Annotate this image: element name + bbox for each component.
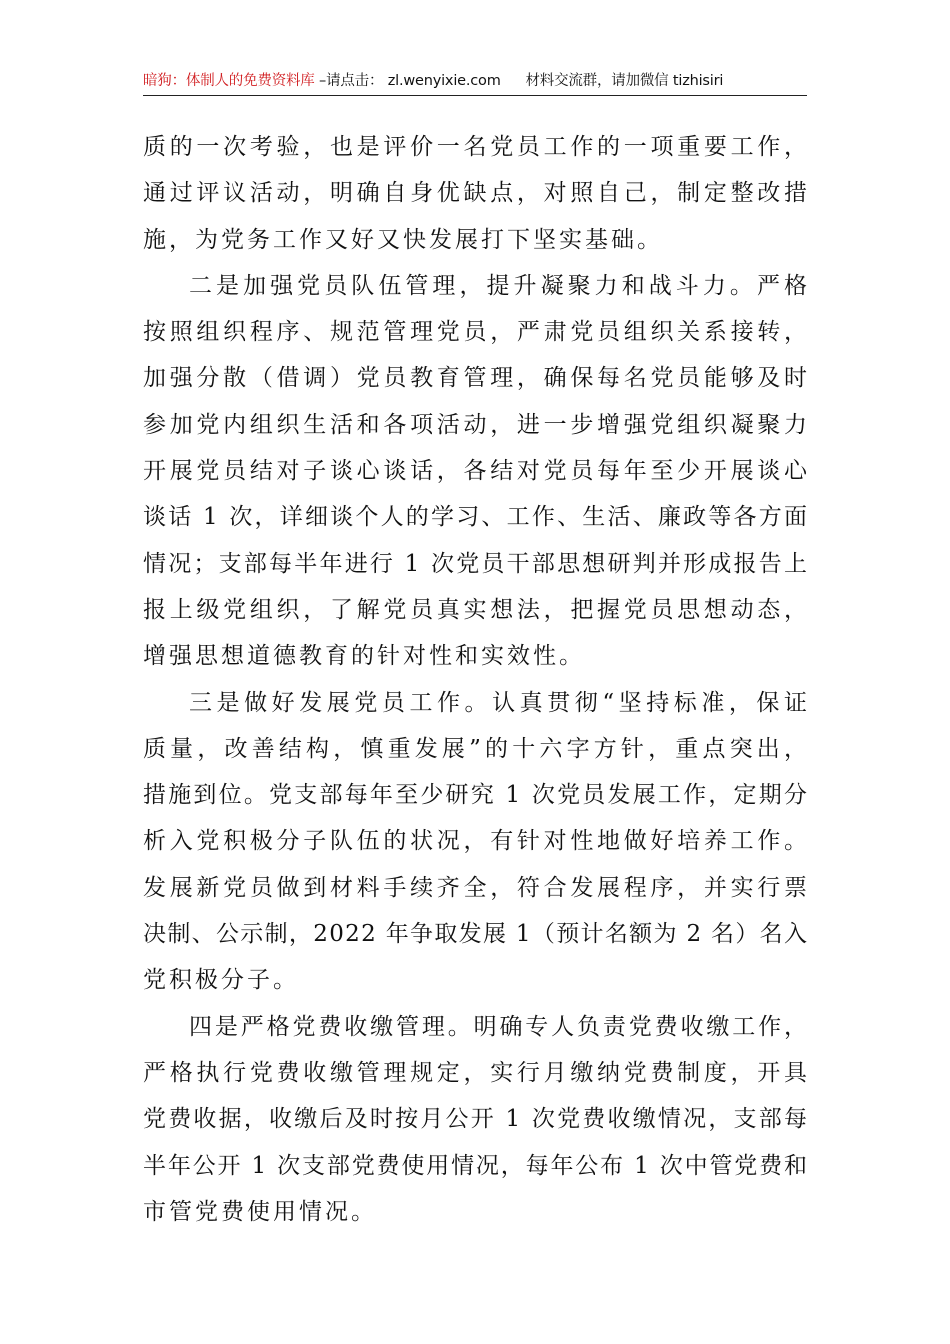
text-line <box>143 818 811 864</box>
line-text: 质的一次考验，也是评价一名党员工作的一项重要工作， <box>143 134 811 160</box>
text-line <box>143 865 811 911</box>
header-url-link[interactable]: zl.wenyixie.com <box>387 73 501 89</box>
line-text: 二是加强党员队伍管理，提升凝聚力和战斗力。严格 <box>189 272 812 299</box>
text-line <box>143 1189 807 1235</box>
line-text: 质量，改善结构，慎重发展”的十六字方针，重点突出， <box>143 735 812 762</box>
line-text: 增强思想道德教育的针对性和实效性。 <box>143 643 585 670</box>
header-divider <box>143 95 807 96</box>
line-text: 党费收据，收缴后及时按月公开 1 次党费收缴情况，支部每 <box>143 1106 810 1133</box>
text-line <box>143 633 807 679</box>
text-line <box>143 726 812 772</box>
line-text: 发展新党员做到材料手续齐全，符合发展程序，并实行票 <box>143 874 811 901</box>
text-line <box>143 957 807 1003</box>
line-text: 通过评议活动，明确自身优缺点，对照自己，制定整改措 <box>143 180 811 207</box>
text-line <box>143 587 811 633</box>
line-text: 析入党积极分子队伍的状况，有针对性地做好培养工作。 <box>143 828 811 855</box>
text-line <box>143 170 811 216</box>
line-text: 按照组织程序、规范管理党员，严肃党员组织关系接转， <box>143 319 811 346</box>
text-line <box>143 1004 810 1050</box>
line-text: 严格执行党费收缴管理规定，实行月缴纳党费制度，开具 <box>143 1059 811 1086</box>
text-line <box>143 911 807 957</box>
header-brand: 暗狗：体制人的免费资料库 <box>143 73 315 89</box>
line-text: 谈话 1 次，详细谈个人的学习、工作、生活、廉政等各方面 <box>143 504 810 531</box>
line-text: 半年公开 1 次支部党费使用情况，每年公布 1 次中管党费和 <box>143 1152 809 1179</box>
text-line <box>143 772 810 818</box>
text-line <box>143 541 810 587</box>
text-line <box>143 680 812 726</box>
text-line <box>143 1143 807 1189</box>
page-header <box>143 70 807 96</box>
line-text: 市管党费使用情况。 <box>143 1198 377 1225</box>
line-text: 开展党员结对子谈心谈话，各结对党员每年至少开展谈心 <box>143 458 811 485</box>
text-line <box>143 1050 811 1096</box>
text-line <box>143 402 811 448</box>
text-line <box>143 217 807 263</box>
text-line <box>143 263 812 309</box>
line-text: 四是严格党费收缴管理。明确专人负责党费收缴工作， <box>189 1013 810 1040</box>
line-text: 加强分散（借调）党员教育管理，确保每名党员能够及时 <box>143 365 811 392</box>
header-group-text: 材料交流群，请加微信 tizhisiri <box>525 73 724 89</box>
document-body <box>143 124 812 1235</box>
text-line <box>143 448 811 494</box>
line-text: 报上级党组织，了解党员真实想法，把握党员思想动态， <box>143 596 811 623</box>
text-line <box>143 309 811 355</box>
text-line <box>143 494 810 540</box>
text-line <box>143 124 811 170</box>
line-text: 三是做好发展党员工作。认真贯彻“坚持标准，保证 <box>189 689 812 716</box>
text-line <box>143 355 811 401</box>
line-text: 施，为党务工作又好又快发展打下坚实基础。 <box>143 226 663 253</box>
line-text: 参加党内组织生活和各项活动，进一步增强党组织凝聚力 <box>143 411 811 438</box>
line-text: 党积极分子。 <box>143 967 299 994</box>
line-text: 情况；支部每半年进行 1 次党员干部思想研判并形成报告上 <box>143 550 810 577</box>
text-line <box>143 1096 810 1142</box>
line-text: 措施到位。党支部每年至少研究 1 次党员发展工作，定期分 <box>143 782 810 809</box>
header-click-text: –请点击： <box>319 73 384 89</box>
line-text: 决制、公示制，2022 年争取发展 1（预计名额为 2 名）名入 <box>143 921 809 948</box>
